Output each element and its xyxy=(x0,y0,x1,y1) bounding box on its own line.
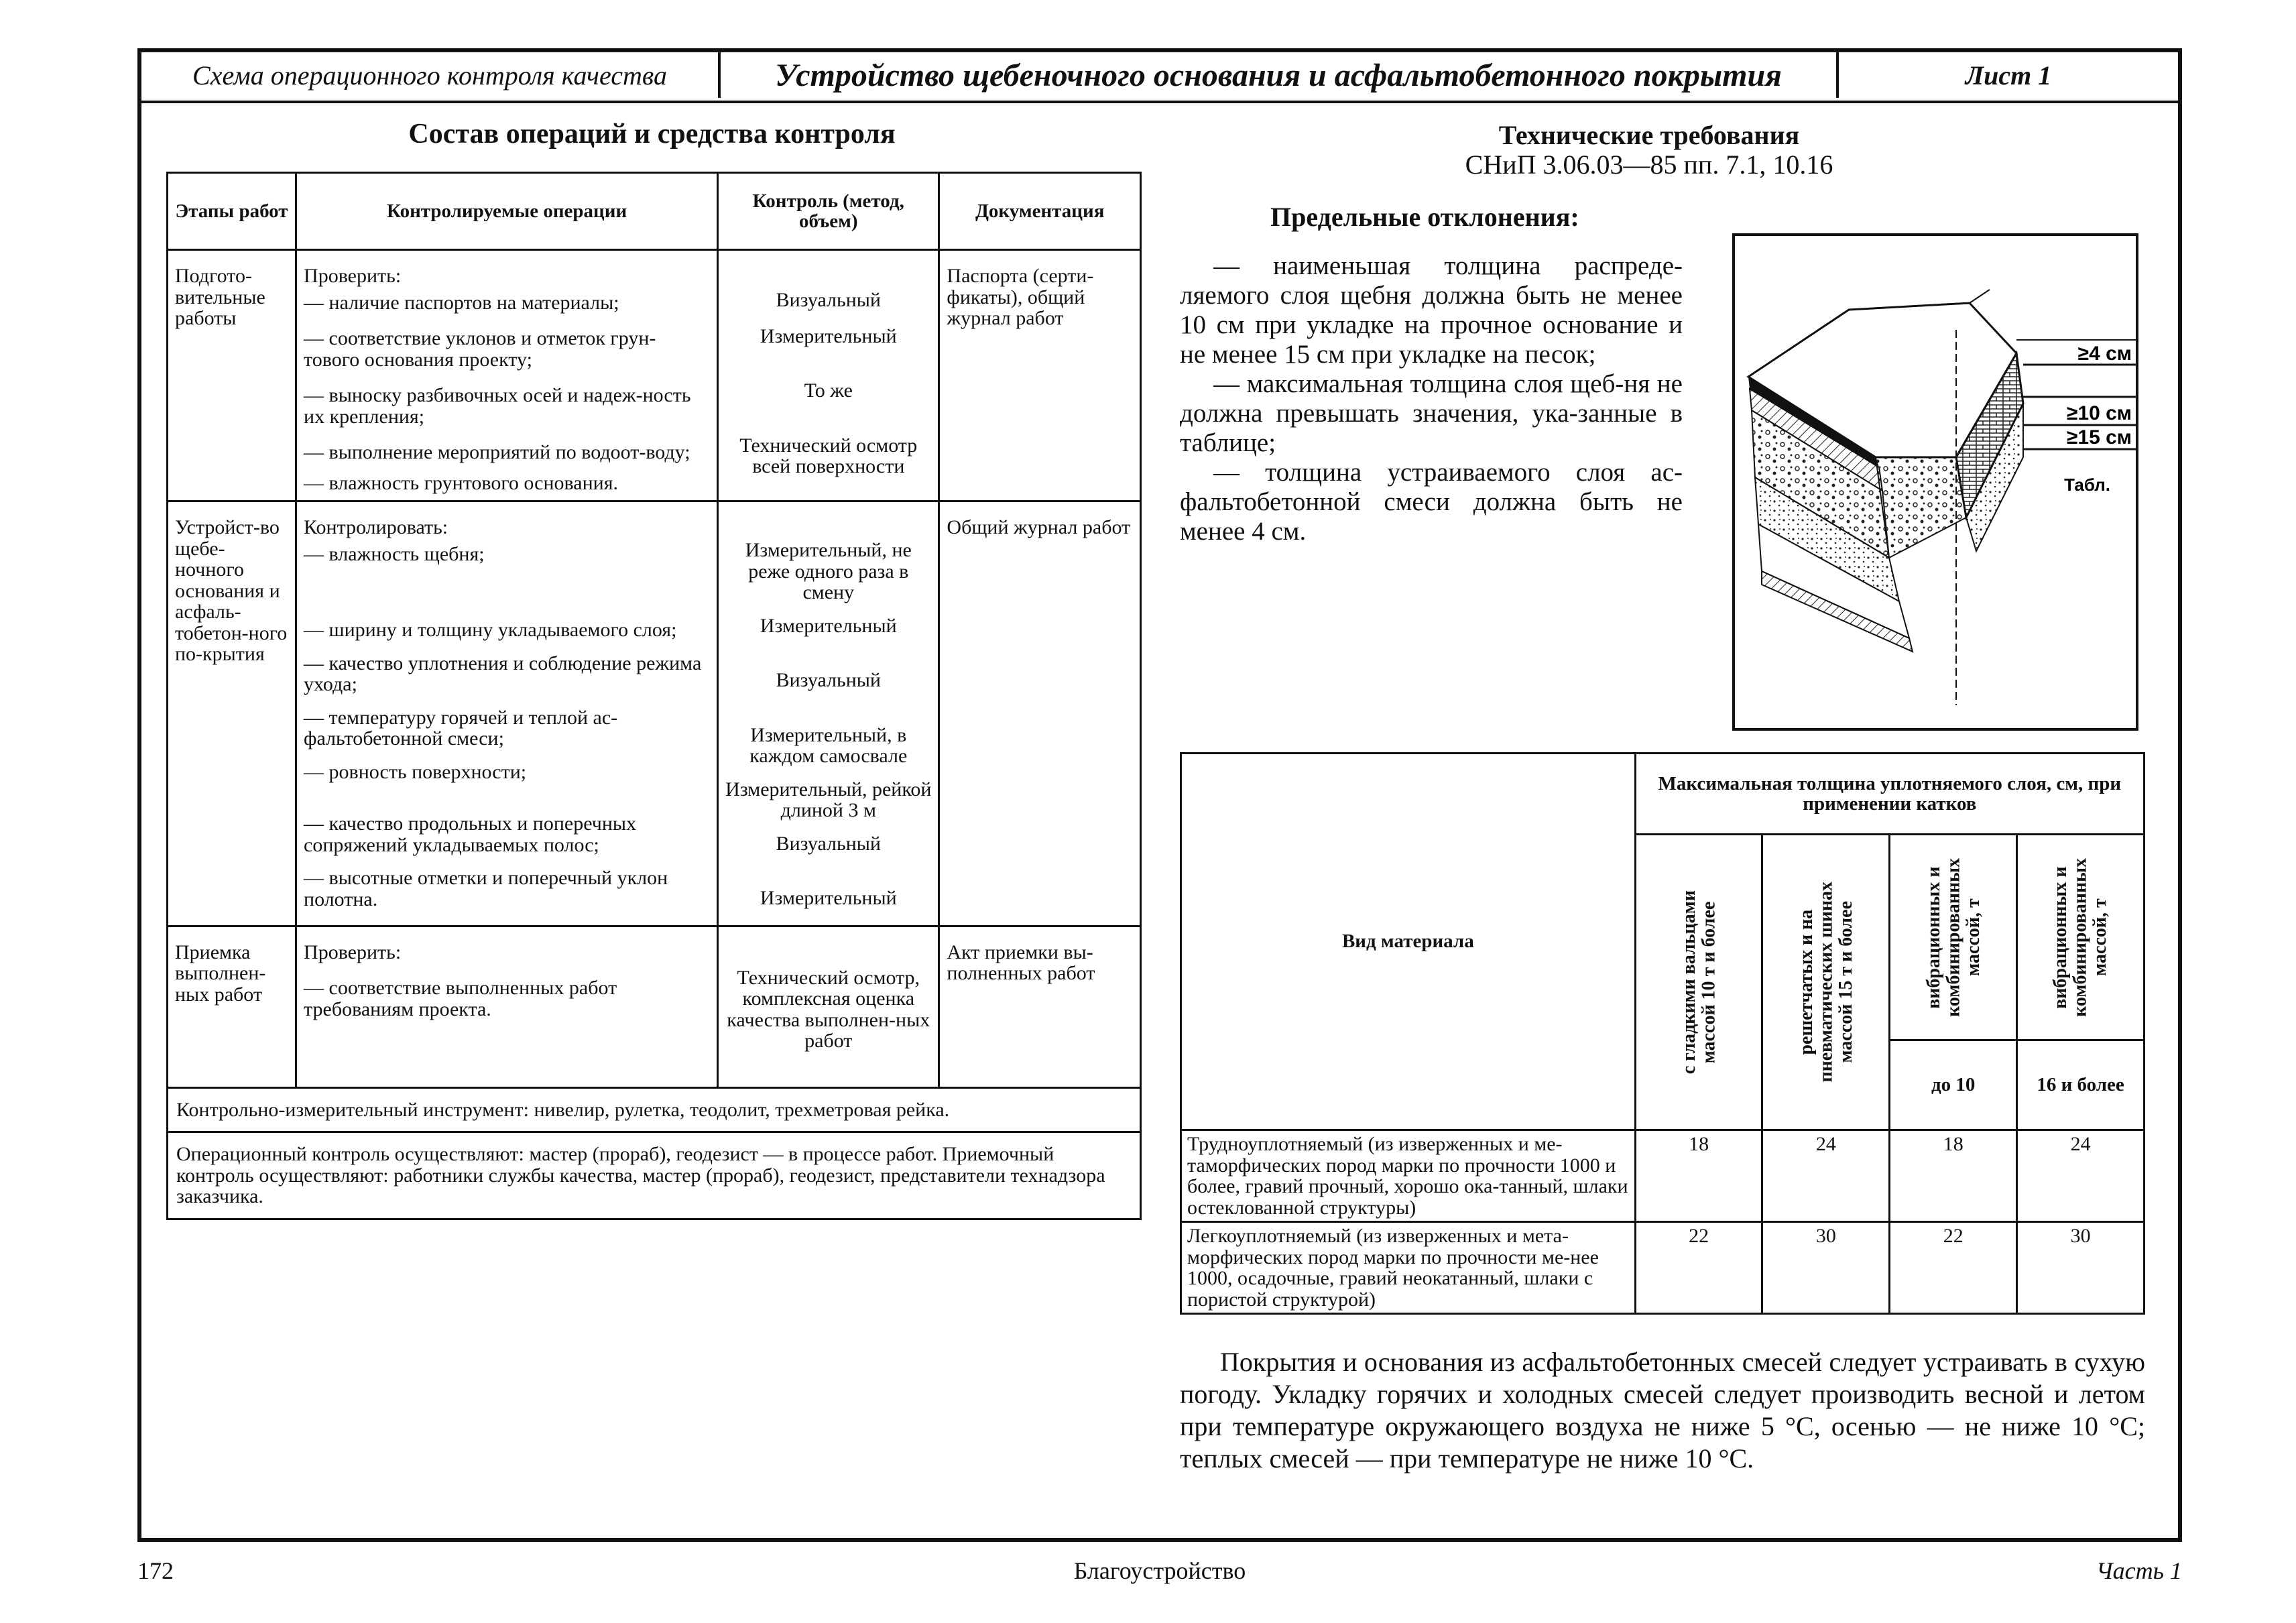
table-row xyxy=(168,250,1141,501)
label-base-sand: ≥15 см xyxy=(2066,426,2132,448)
value-cell: 22 xyxy=(1890,1222,2017,1314)
requirements-title: Технические требования xyxy=(1498,120,1800,150)
control-method: Визуальный xyxy=(776,289,881,311)
footer-center: Благоустройство xyxy=(1073,1557,1246,1584)
mat-col-vibratory-a: вибрационных и комбинированных массой, т xyxy=(1923,857,1984,1017)
mat-col-vibratory-b: вибрационных и комбинированных массой, т xyxy=(2050,857,2111,1017)
control-method: То же xyxy=(804,379,853,402)
ops-item: — выполнение мероприятий по водоот-воду; xyxy=(304,441,690,463)
control-method: Визуальный xyxy=(776,669,881,691)
footer-part: Часть 1 xyxy=(2096,1557,2182,1584)
mat-header-group: Максимальная толщина уплотняемого слоя, см, при применении катков xyxy=(1635,754,2144,835)
deviations-text xyxy=(1180,251,1683,546)
deviation-paragraph: — максимальная толщина слоя щеб-ня не должна превышать значения, ука-занные в таблице; xyxy=(1180,369,1683,457)
value-cell: 24 xyxy=(2017,1130,2144,1222)
control-note: Операционный контроль осуществляют: мастер (прораб), геодезист — в процессе работ. Приемочный контроль осуществляют: работники службы качества, мастер (прораб), геодезист, представители технадзора заказчика. xyxy=(168,1132,1141,1219)
ops-header-docs: Документация xyxy=(939,173,1141,250)
control-method: Технический осмотр всей поверхности xyxy=(739,434,918,477)
doc-cell: Паспорта (серти-фикаты), общий журнал работ xyxy=(939,250,1141,501)
label-table: Табл. xyxy=(2064,475,2110,495)
material-cell: Трудноуплотняемый (из изверженных и ме-таморфических пород марки по прочности 1000 и более, гравий прочный, хорошо ока-танный, шлаки остеклованной структуры) xyxy=(1181,1130,1636,1222)
page-number: 172 xyxy=(137,1557,174,1584)
ops-header-operations: Контролируемые операции xyxy=(296,173,718,250)
ops-item: — качество продольных и поперечных сопряжений укладываемых полос; xyxy=(304,813,637,856)
ops-item: — ширину и толщину укладываемого слоя; xyxy=(304,619,677,641)
doc-cell: Общий журнал работ xyxy=(939,501,1141,926)
value-cell: 30 xyxy=(2017,1222,2144,1314)
label-asphalt: ≥4 см xyxy=(2077,343,2132,365)
ops-header-row xyxy=(168,173,1141,250)
control-method: Измерительный, в каждом самосвале xyxy=(749,723,908,767)
road-layers-drawing xyxy=(1735,236,2136,728)
deviations-title: Предельные отклонения: xyxy=(1270,202,1579,232)
mat-header-row xyxy=(1181,754,2144,835)
stage-cell: Подгото-вительные работы xyxy=(168,250,296,501)
operations-table xyxy=(166,172,1142,1220)
ops-intro: Проверить: xyxy=(304,941,402,963)
doc-cell: Акт приемки вы-полненных работ xyxy=(939,926,1141,1087)
value-cell: 30 xyxy=(1762,1222,1890,1314)
deviation-paragraph: — толщина устраиваемого слоя ас-фальтобетонной смеси должна быть не менее 4 см. xyxy=(1180,458,1683,546)
header-center: Устройство щебеночного основания и асфальтобетонного покрытия xyxy=(721,52,1839,98)
mat-sub-16plus: 16 и более xyxy=(2017,1040,2144,1130)
material-cell: Легкоуплотняемый (из изверженных и мета-морфических пород марки по прочности ме-нее 1000, осадочные, гравий неокатанный, шлаки с пористой структурой) xyxy=(1181,1222,1636,1314)
closing-paragraph: Покрытия и основания из асфальтобетонных смесей следует устраивать в сухую погоду. Укладку горячих и холодных смесей следует производить весной и летом при температуре окружающего воздуха не ниже 5 °С, осенью — не ниже 10 °С; теплых смесей — при температуре не ниже 10 °С. xyxy=(1180,1347,2145,1474)
table-row xyxy=(168,501,1141,926)
header-left: Схема операционного контроля качества xyxy=(141,52,721,98)
ops-item: — выноску разбивочных осей и надеж-ность их крепления; xyxy=(304,384,691,428)
control-method: Технический осмотр, комплексная оценка качества выполнен-ных работ xyxy=(718,926,939,1087)
value-cell: 18 xyxy=(1635,1130,1762,1222)
table-row xyxy=(1181,1130,2144,1222)
ops-item: — соответствие выполненных работ требованиям проекта. xyxy=(304,977,617,1020)
mat-col-pneumatic-rollers: решетчатых и на пневматических шинах массой 15 т и более xyxy=(1795,882,1856,1083)
mat-sub-upto10: до 10 xyxy=(1890,1040,2017,1130)
table-row xyxy=(168,1132,1141,1219)
ops-item: — наличие паспортов на материалы; xyxy=(304,291,619,314)
sheet-header xyxy=(141,52,2178,103)
ops-item: — качество уплотнения и соблюдение режима ухода; xyxy=(304,652,702,695)
ops-item: — высотные отметки и поперечный уклон полотна. xyxy=(304,867,668,910)
stage-cell: Устройст-во щебе-ночного основания и асфаль-тобетон-ного по-крытия xyxy=(168,501,296,926)
deviation-paragraph: — наименьшая толщина распреде-ляемого слоя щебня должна быть не менее 10 см при укладке на прочное основание и не менее 15 см при укладке на песок; xyxy=(1180,251,1683,369)
materials-table xyxy=(1180,752,2145,1315)
ops-item: — соответствие уклонов и отметок грун-тового основания проекту; xyxy=(304,327,656,371)
ops-intro: Проверить: xyxy=(304,265,402,287)
mat-col-smooth-rollers: с гладкими вальцами массой 10 т и более xyxy=(1678,890,1719,1075)
control-method: Измерительный xyxy=(760,324,897,347)
control-method: Измерительный, рейкой длиной 3 м xyxy=(725,778,932,821)
value-cell: 24 xyxy=(1762,1130,1890,1222)
table-row xyxy=(1181,1222,2144,1314)
label-base-strong: ≥10 см xyxy=(2066,402,2132,424)
header-sheet-number: Лист 1 xyxy=(1965,60,2052,91)
value-cell: 18 xyxy=(1890,1130,2017,1222)
left-title: Состав операций и средства контроля xyxy=(408,119,896,149)
control-method: Измерительный xyxy=(760,614,897,637)
requirements-ref: СНиП 3.06.03—85 пп. 7.1, 10.16 xyxy=(1465,149,1833,180)
value-cell: 22 xyxy=(1635,1222,1762,1314)
table-row xyxy=(168,1087,1141,1132)
control-method: Измерительный, не реже одного раза в смену xyxy=(745,539,912,603)
road-cross-section-figure xyxy=(1732,233,2138,731)
stage-cell: Приемка выполнен-ных работ xyxy=(168,926,296,1087)
control-method: Измерительный xyxy=(760,887,897,909)
control-method: Визуальный xyxy=(776,832,881,855)
table-row xyxy=(168,926,1141,1087)
ops-header-control: Контроль (метод, объем) xyxy=(718,173,939,250)
ops-item: — влажность грунтового основания. xyxy=(304,471,619,494)
mat-header-material: Вид материала xyxy=(1181,754,1636,1130)
ops-item: — влажность щебня; xyxy=(304,542,485,565)
ops-item: — температуру горячей и теплой ас-фальтобетонной смеси; xyxy=(304,706,618,749)
ops-intro: Контролировать: xyxy=(304,516,448,538)
ops-header-stage: Этапы работ xyxy=(168,173,296,250)
ops-item: — ровность поверхности; xyxy=(304,760,527,783)
instrument-note: Контрольно-измерительный инструмент: нивелир, рулетка, теодолит, трехметровая рейка. xyxy=(168,1087,1141,1132)
